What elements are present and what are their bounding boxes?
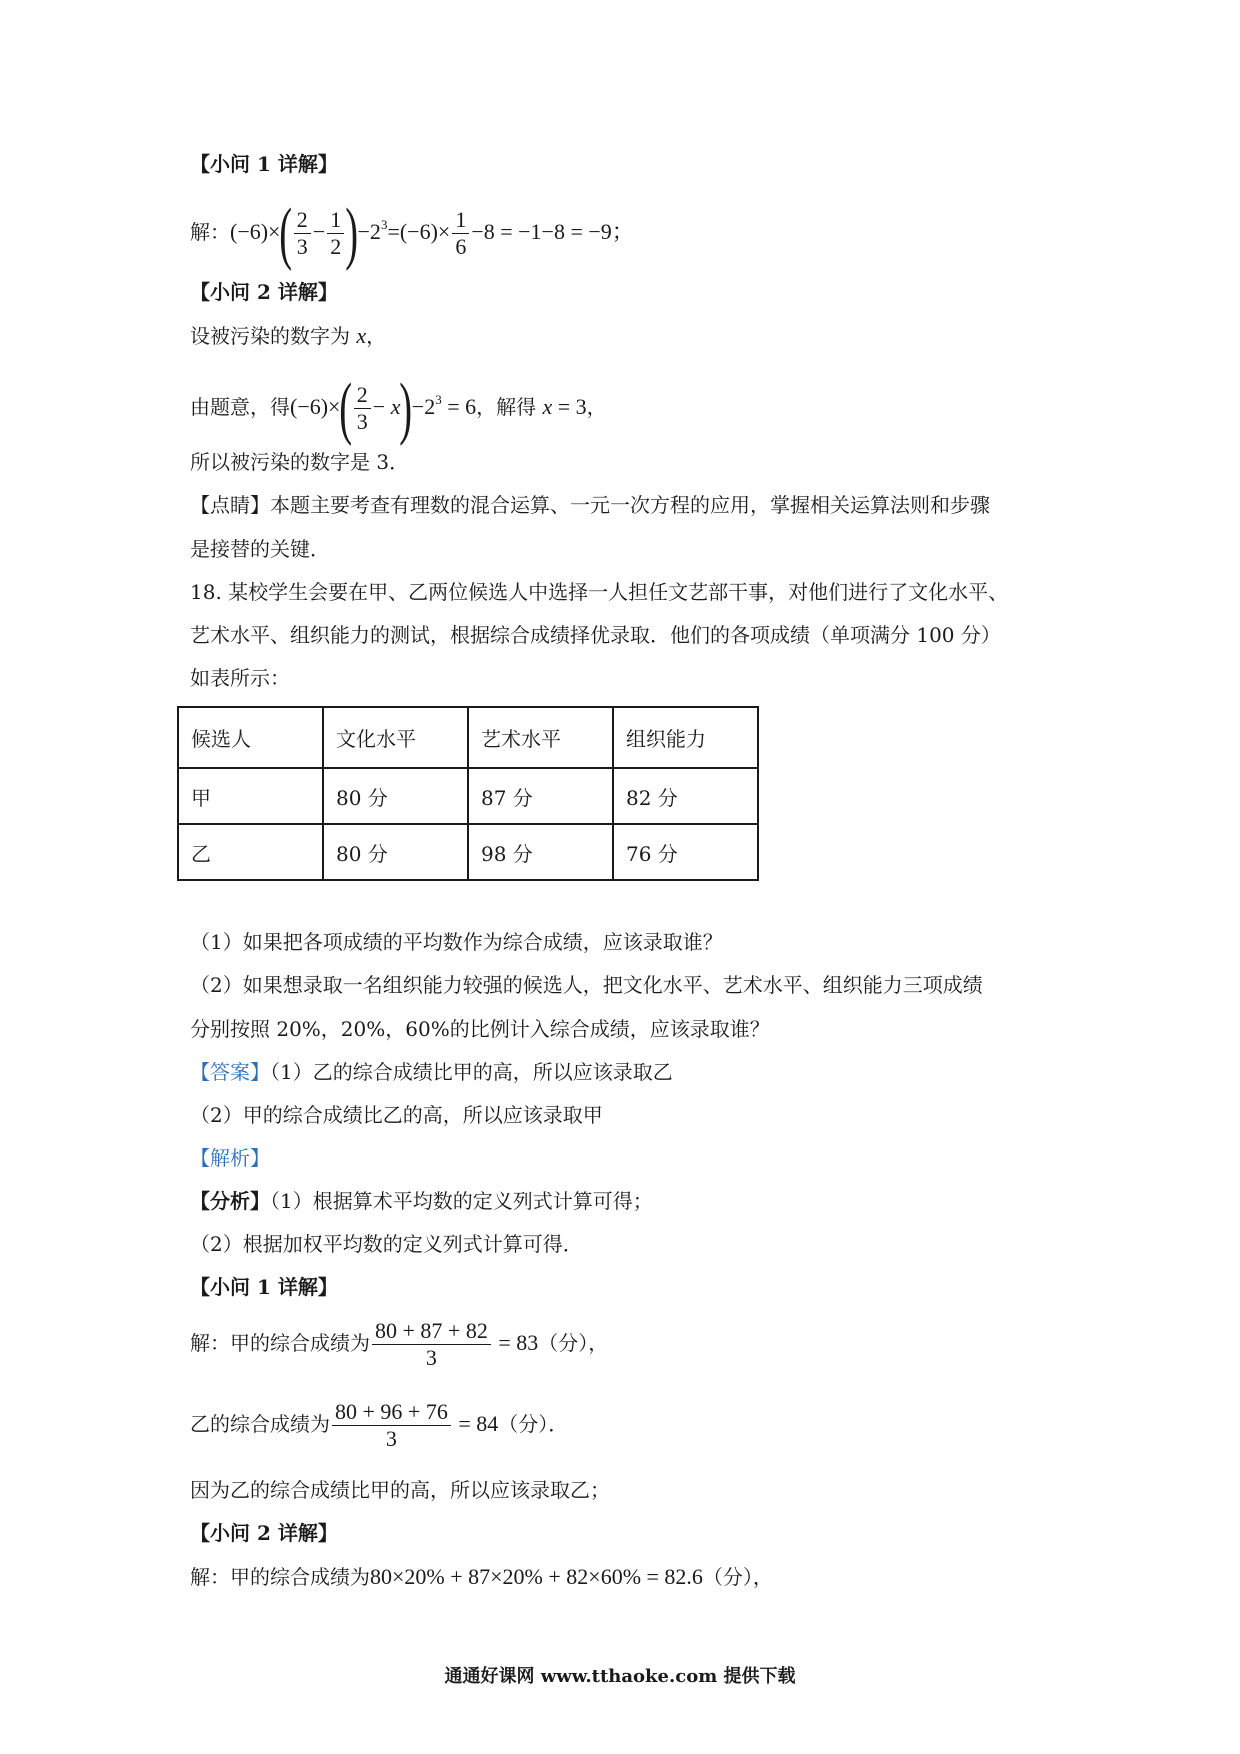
score-table — [177, 706, 759, 881]
q17-sub2-equation: 由题意，得(−6)×( $\frac{2}{3}$ − $x)-2^3 = 6$，解得 x = 3， — [190, 369, 607, 447]
q17-comment-line2: 是接替的关键． — [190, 537, 330, 561]
table-row — [178, 824, 758, 880]
table-cell: 98 分 — [468, 824, 613, 880]
q17-sub2-line1: 设被污染的数字为 x， — [190, 323, 387, 348]
q18-sub2-weighted: 解：甲的综合成绩为80×20% + 87×20% + 82×60% = 82.6（分）， — [190, 1564, 773, 1589]
fraction: $\frac{2}{3}$ — [354, 382, 371, 435]
q18-answer2: （2）甲的综合成绩比乙的高，所以应该录取甲 — [190, 1103, 603, 1127]
table-header-cell: 文化水平 — [323, 707, 468, 768]
table-cell: 80 分 — [323, 824, 468, 880]
table-header-cell: 候选人 — [178, 707, 323, 768]
table-cell: 甲 — [178, 768, 323, 824]
q18-stem-line3: 如表所示： — [190, 666, 290, 690]
q18-question1: （1）如果把各项成绩的平均数作为综合成绩，应该录取谁？ — [190, 930, 723, 954]
q18-sub2-header: 【小问 2 详解】 — [190, 1521, 338, 1545]
table-cell: 80 分 — [323, 768, 468, 824]
footer-watermark: 通通好课网 www.tthaoke.com 提供下载 — [444, 1666, 796, 1687]
q18-question2-line2: 分别按照 20%，20%，60%的比例计入综合成绩，应该录取谁？ — [190, 1017, 770, 1041]
answer-label: 【答案】 — [190, 1060, 270, 1084]
table-header-row — [178, 707, 758, 768]
q18-fenxi2: （2）根据加权平均数的定义列式计算可得． — [190, 1232, 583, 1256]
table-cell: 乙 — [178, 824, 323, 880]
fraction: $\frac{80 + 96 + 76}{3}$ — [332, 1399, 451, 1452]
q18-stem-line2: 艺术水平、组织能力的测试，根据综合成绩择优录取．他们的各项成绩（单项满分 100 分） — [190, 623, 1001, 647]
q18-question2-line1: （2）如果想录取一名组织能力较强的候选人，把文化水平、艺术水平、组织能力三项成绩 — [190, 973, 983, 997]
fraction: $\frac{2}{3}$ — [294, 207, 311, 260]
q18-sub1-header: 【小问 1 详解】 — [190, 1275, 338, 1299]
solution-label: 解： — [190, 220, 230, 244]
q18-sub1-conclusion: 因为乙的综合成绩比甲的高，所以应该录取乙； — [190, 1478, 610, 1502]
q17-sub1-header: 【小问 1 详解】 — [190, 152, 338, 176]
table-header-cell: 艺术水平 — [468, 707, 613, 768]
fenxi-label: 【分析】 — [190, 1189, 270, 1213]
q18-yi-average: 乙的综合成绩为 $\frac{80 + 96 + 76}{3}$ = 84（分）． — [190, 1399, 569, 1451]
table-cell: 76 分 — [613, 824, 758, 880]
analysis-label: 【解析】 — [190, 1146, 270, 1170]
fraction: $\frac{80 + 87 + 82}{3}$ — [372, 1318, 491, 1371]
table-cell: 87 分 — [468, 768, 613, 824]
q17-sub2-conclusion: 所以被污染的数字是 3． — [190, 450, 410, 474]
fraction: $\frac{1}{6}$ — [452, 207, 469, 260]
q17-sub1-equation: 解：(−6)×( $\frac{2}{3}$ − $\frac{1}{2}$ )$-2^3=(-6)\times$ $\frac{1}{6}$ −8 = −1−8 = −9； — [190, 194, 634, 272]
table-row — [178, 768, 758, 824]
table-header-cell: 组织能力 — [613, 707, 758, 768]
table-cell: 82 分 — [613, 768, 758, 824]
fraction: $\frac{1}{2}$ — [327, 207, 344, 260]
q18-fenxi1: 【分析】（1）根据算术平均数的定义列式计算可得； — [190, 1189, 653, 1213]
q18-stem-line1: 18. 某校学生会要在甲、乙两位候选人中选择一人担任文艺部干事，对他们进行了文化水平、 — [190, 580, 1009, 604]
q17-comment-line1: 【点睛】本题主要考查有理数的混合运算、一元一次方程的应用，掌握相关运算法则和步骤 — [190, 493, 990, 517]
q18-answer1: 【答案】（1）乙的综合成绩比甲的高，所以应该录取乙 — [190, 1060, 673, 1084]
q18-jia-average: 解：甲的综合成绩为 $\frac{80 + 87 + 82}{3}$ = 83（分）， — [190, 1318, 609, 1370]
q17-sub2-header: 【小问 2 详解】 — [190, 280, 338, 304]
